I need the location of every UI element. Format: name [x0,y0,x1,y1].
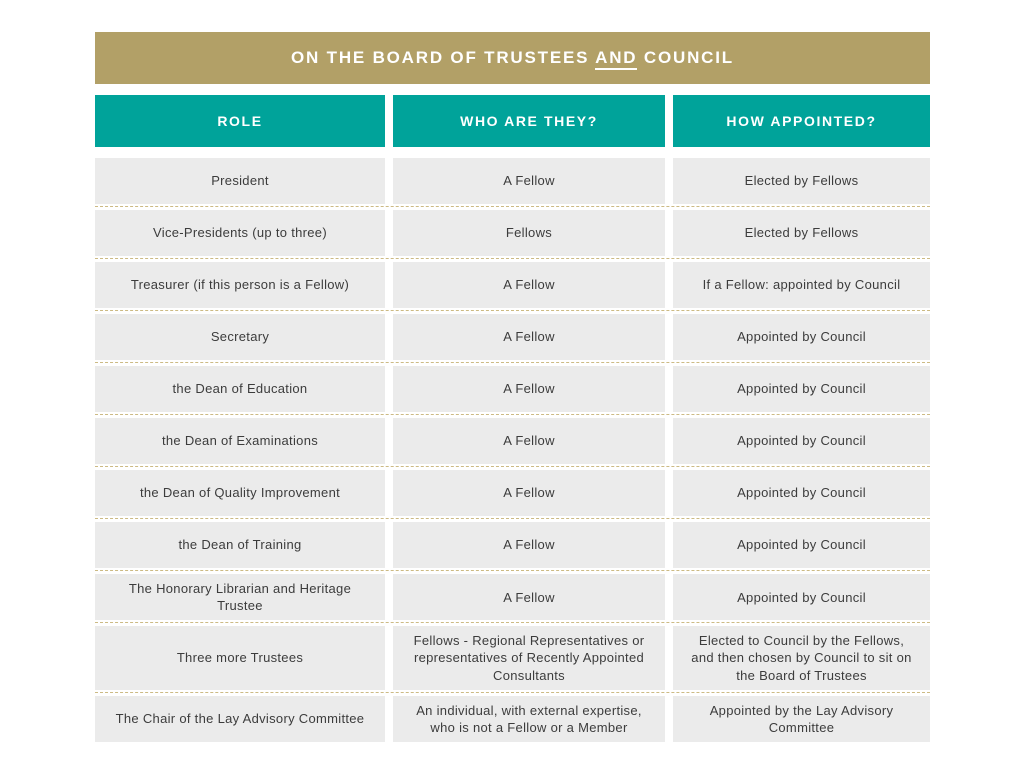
row-separator [95,622,930,623]
who-cell [393,470,665,516]
how-text: Elected to Council by the Fellows, and then chosen by Council to sit on the Board of Trustees [691,633,912,683]
role-text: the Dean of Quality Improvement [139,485,341,501]
who-cell [393,262,665,308]
role-cell [95,158,385,204]
how-text: Elected by Fellows [744,173,859,189]
table-row [95,522,930,568]
role-cell [95,574,385,620]
role-cell [95,626,385,689]
who-cell [393,696,665,742]
how-text: Appointed by the Lay Advisory Committee [709,702,894,735]
how-cell [673,210,930,256]
who-cell [393,626,665,689]
row-separator [95,258,930,259]
role-text: President [211,173,269,189]
who-text: A Fellow [503,329,555,345]
row-separator [95,518,930,519]
table-body [95,158,930,742]
role-cell [95,470,385,516]
how-cell [673,366,930,412]
how-cell [673,696,930,742]
column-header-how: HOW APPOINTED? [673,95,930,147]
row-separator [95,466,930,467]
role-text: Treasurer (if this person is a Fellow) [130,277,350,293]
role-cell [95,696,385,742]
role-cell [95,418,385,464]
row-separator [95,414,930,415]
who-text: A Fellow [503,485,555,501]
how-cell [673,470,930,516]
how-text: Elected by Fellows [744,225,859,241]
who-text: Fellows - Regional Representatives or representatives of Recently Appointed Consultants [413,633,645,683]
who-cell [393,522,665,568]
who-text: An individual, with external expertise, who is not a Fellow or a Member [416,702,642,735]
table-row [95,626,930,689]
trustees-council-table [95,32,930,742]
column-header-row [95,95,930,147]
table-title [291,48,734,68]
row-separator [95,362,930,363]
who-cell [393,574,665,620]
how-text: Appointed by Council [737,537,866,553]
role-cell [95,262,385,308]
column-header-role: ROLE [95,95,385,147]
who-text: Fellows [505,225,553,241]
title-prefix: ON THE BOARD OF TRUSTEES [291,48,590,67]
how-text: Appointed by Council [737,381,866,397]
how-cell [673,418,930,464]
table-title-banner [95,32,930,84]
table-row [95,366,930,412]
how-cell [673,522,930,568]
how-cell [673,574,930,620]
how-text: Appointed by Council [737,485,866,501]
row-separator [95,310,930,311]
how-text: Appointed by Council [737,329,866,345]
table-row [95,158,930,204]
role-text: The Honorary Librarian and Heritage Trustee [128,581,352,614]
role-text: the Dean of Training [178,537,302,553]
role-text: Secretary [210,329,270,345]
role-text: Vice-Presidents (up to three) [153,225,327,241]
table-row [95,418,930,464]
who-text: A Fellow [503,537,555,553]
who-text: A Fellow [503,277,555,293]
how-cell [673,314,930,360]
row-separator [95,570,930,571]
table-row [95,574,930,620]
role-text: the Dean of Education [172,381,308,397]
role-text: the Dean of Examinations [161,433,319,449]
role-cell [95,366,385,412]
role-cell [95,314,385,360]
table-row [95,314,930,360]
how-text: If a Fellow: appointed by Council [702,277,901,293]
how-cell [673,626,930,689]
title-suffix: COUNCIL [643,48,734,67]
who-cell [393,366,665,412]
role-cell [95,210,385,256]
row-separator [95,206,930,207]
who-text: A Fellow [503,589,555,605]
who-cell [393,158,665,204]
how-text: Appointed by Council [737,589,866,605]
who-cell [393,314,665,360]
how-text: Appointed by Council [737,433,866,449]
who-text: A Fellow [503,433,555,449]
table-row [95,696,930,742]
role-text: Three more Trustees [176,650,304,666]
who-cell [393,210,665,256]
title-underlined-word: AND [595,48,637,70]
how-cell [673,158,930,204]
who-cell [393,418,665,464]
table-row [95,210,930,256]
who-text: A Fellow [503,381,555,397]
table-row [95,262,930,308]
column-header-who: WHO ARE THEY? [393,95,665,147]
role-cell [95,522,385,568]
who-text: A Fellow [503,173,555,189]
role-text: The Chair of the Lay Advisory Committee [115,711,365,727]
row-separator [95,692,930,693]
how-cell [673,262,930,308]
table-row [95,470,930,516]
